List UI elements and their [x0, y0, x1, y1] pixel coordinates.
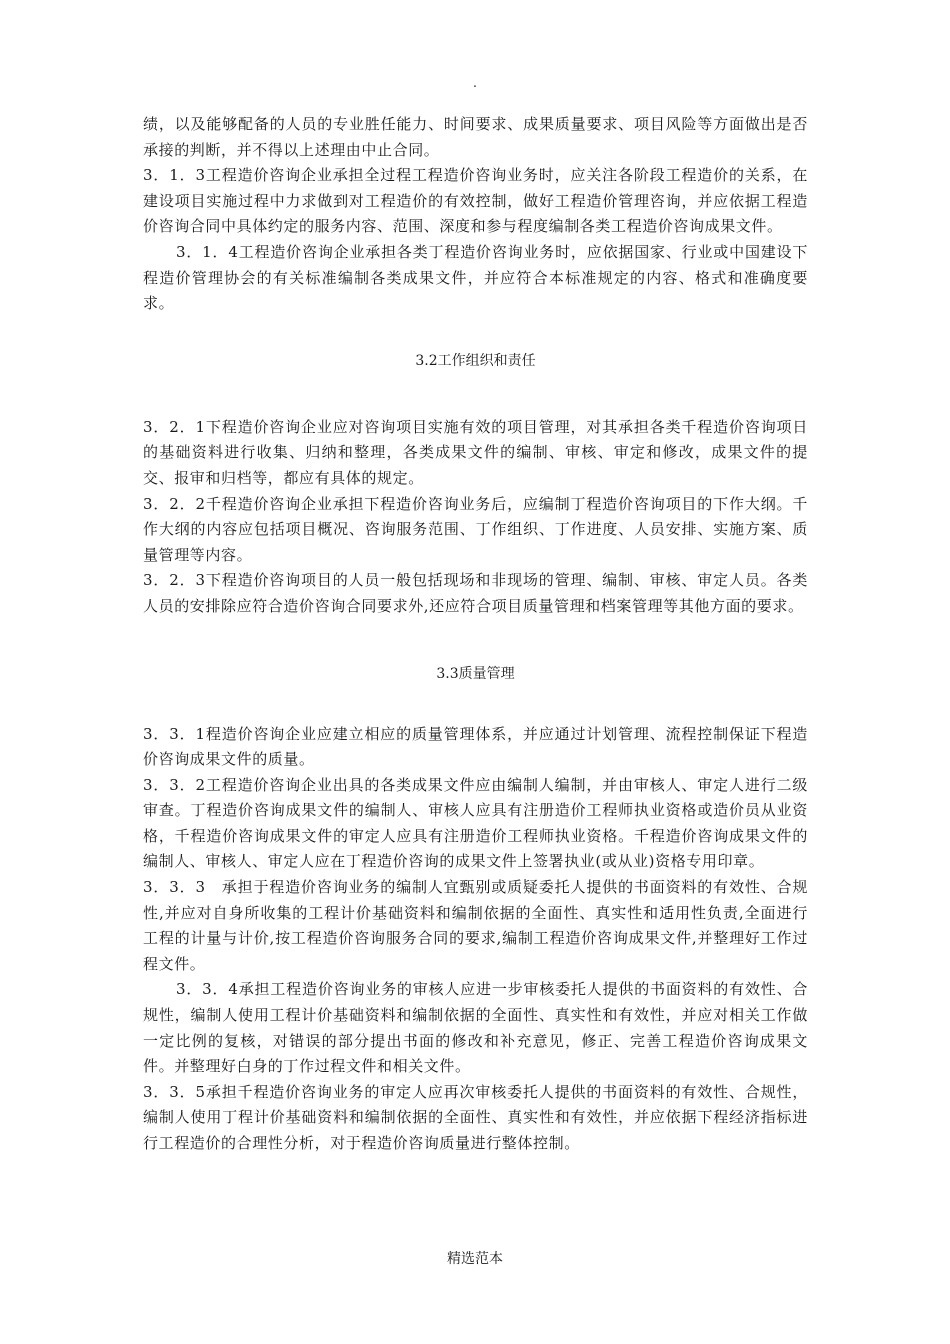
paragraph-3-3-2: 3．3．2工程造价咨询企业出具的各类成果文件应由编制人编制，并由审核人、审定人进行二级审查。丁程造价咨询成果文件的编制人、审核人应具有注册造价工程师执业资格或造价员从业资格，千程造价咨询成果文件的审定人应具有注册造价工程师执业资格。千程造价咨询成果文件的编制人、审核人、审定人应在丁程造价咨询的成果文件上签署执业(或从业)资格专用印章。	[143, 775, 808, 871]
paragraph-3-3-4: 3．3．4承担工程造价咨询业务的审核人应进一步审核委托人提供的书面资料的有效性、合规性，编制人使用工程计价基础资料和编制依据的全面性、真实性和有效性，并应对相关工作做一定比例的复核，对错误的部分提出书面的修改和补充意见，修正、完善工程造价咨询成果文件。并整理好白身的丁作过程文件和相关文件。	[143, 980, 808, 1076]
page-footer: 精选范本	[447, 1251, 503, 1267]
document-body	[143, 112, 808, 1157]
paragraph-3-1-4: 3．1．4工程造价咨询企业承担各类丁程造价咨询业务时，应依据国家、行业或中国建设下程造价管理协会的有关标准编制各类成果文件，并应符合本标准规定的内容、格式和准确度要求。	[143, 242, 808, 313]
paragraph-continuation: 绩，以及能够配备的人员的专业胜任能力、时间要求、成果质量要求、项目风险等方面做出是否承接的判断，并不得以上述理由中止合同。	[143, 115, 808, 159]
paragraph-3-3-3: 3．3．3 承担于程造价咨询业务的编制人宜甄别或质疑委托人提供的书面资料的有效性、合规性,并应对自身所收集的工程计价基础资料和编制依据的全面性、真实性和适用性负责,全面进行工程的计量与计价,按工程造价咨询服务合同的要求,编制工程造价咨询成果文件,并整理好工作过程文件。	[143, 878, 808, 973]
paragraph-3-2-1: 3．2．1下程造价咨询企业应对咨询项目实施有效的项目管理，对其承担各类千程造价咨询项日的基础资料进行收集、归纳和整理，各类成果文件的编制、审核、审定和修改，成果文件的提交、报审和归档等，都应有具体的规定。	[143, 417, 808, 487]
paragraph-3-2-3: 3．2．3下程造价咨询项目的人员一般包括现场和非现场的管理、编制、审核、审定人员。各类人员的安排除应符合造价咨询合同要求外,还应符合项目质量管理和档案管理等其他方面的要求。	[143, 571, 808, 615]
paragraph-3-3-1: 3．3．1程造价咨询企业应建立相应的质量管理体系，并应通过计划管理、流程控制保证下程造价咨询成果文件的质量。	[143, 724, 808, 769]
header-mark: .	[472, 76, 478, 91]
paragraph-3-2-2: 3．2．2千程造价咨询企业承担下程造价咨询业务后，应编制丁程造价咨询项目的下作大纲。千作大纲的内容应包括项目概况、咨询服务范围、丁作组织、丁作进度、人员安排、实施方案、质量管理等内容。	[143, 494, 808, 564]
paragraph-3-3-5: 3．3．5承担千程造价咨询业务的审定人应再次审核委托人提供的书面资料的有效性、合规性，编制人使用丁程计价基础资料和编制依据的全面性、真实性和有效性，并应依据下程经济指标进行工程造价的合理性分析，对于程造价咨询质量进行整体控制。	[143, 1082, 808, 1152]
section-title-3-2: 3.2工作组织和责任	[415, 352, 536, 369]
paragraph-3-1-3: 3．1．3工程造价咨询企业承担全过程工程造价咨询业务时，应关注各阶段工程造价的关系，在建设项目实施过程中力求做到对工程造价的有效控制，做好工程造价管理咨询，并应依据工程造价咨询合同中具体约定的服务内容、范围、深度和参与程度编制各类工程造价咨询成果文件。	[143, 166, 808, 236]
section-title-3-3: 3.3质量管理	[436, 665, 515, 682]
